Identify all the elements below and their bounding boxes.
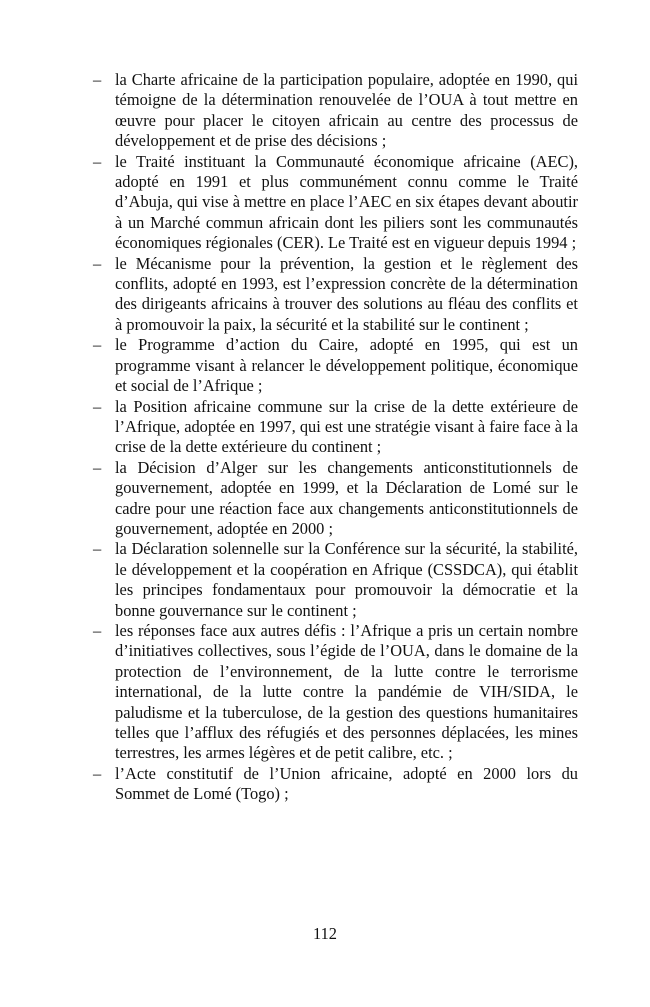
list-item-text: l’Acte constitutif de l’Union africaine, adopté en 2000 lors du Sommet de Lomé (Togo) ; [115,763,578,804]
list-item-text: la Charte africaine de la participation populaire, adoptée en 1990, qui témoigne de la détermination renouvelée de l’OUA à tout mettre en œuvre pour placer le citoyen africain au centre des processus de développement et de prise des décisions ; [115,70,578,151]
list-item-text: le Traité instituant la Communauté économique africaine (AEC), adopté en 1991 et plus communément connu comme le Traité d’Abuja, qui vise à mettre en place l’AEC en six étapes devant aboutir à un Marché commun africain dont les piliers sont les communautés économiques régionales (CER). Le Traité est en vigueur depuis 1994 ; [115,151,578,253]
dash-bullet-icon: – [93,620,102,640]
dash-bullet-icon: – [93,763,102,783]
dash-bullet-icon: – [93,335,102,355]
dash-bullet-icon: – [93,151,102,171]
list-item [93,397,578,458]
page-number: 112 [313,924,337,943]
list-item [93,335,578,396]
list-item [93,458,578,540]
dash-bullet-icon: – [93,253,102,273]
list-item-text: le Programme d’action du Caire, adopté en 1995, qui est un programme visant à relancer le développement politique, économique et social de l’Afrique ; [115,335,578,396]
list-item-text: le Mécanisme pour la prévention, la gestion et le règlement des conflits, adopté en 1993, est l’expression concrète de la détermination des dirigeants africains à trouver des solutions au fléau des conflits et à promouvoir la paix, la sécurité et la stabilité sur le continent ; [115,253,578,334]
list-item [93,254,578,336]
list-item-text: les réponses face aux autres défis : l’Afrique a pris un certain nombre d’initiatives collectives, sous l’égide de l’OUA, dans le domaine de la protection de l’environnement, de la lutte contre le terrorisme international, de la lutte contre la pandémie de VIH/SIDA, le paludisme et la tuberculose, de la gestion des questions humanitaires telles que l’afflux des réfugiés et des personnes déplacées, les mines terrestres, les armes légères et de petit calibre, etc. ; [115,620,578,763]
bullet-list [93,70,578,805]
list-item-text: la Décision d’Alger sur les changements anticonstitutionnels de gouvernement, adoptée en 1999, et la Déclaration de Lomé sur le cadre pour une réaction face aux changements anticonstitutionnels de gouvernement, adoptée en 2000 ; [115,457,578,538]
dash-bullet-icon: – [93,457,102,477]
list-item [93,764,578,805]
list-item-text: la Position africaine commune sur la crise de la dette extérieure de l’Afrique, adoptée en 1997, qui est une stratégie visant à faire face à la crise de la dette extérieure du continent ; [115,396,578,457]
document-page [93,70,578,805]
dash-bullet-icon: – [93,396,102,416]
list-item [93,539,578,621]
list-item [93,152,578,254]
dash-bullet-icon: – [93,70,102,89]
list-item [93,70,578,152]
list-item-text: la Déclaration solennelle sur la Conférence sur la sécurité, la stabilité, le développement et la coopération en Afrique (CSSDCA), qui établit les principes fondamentaux pour promouvoir la démocratie et la bonne gouvernance sur le continent ; [115,539,578,620]
dash-bullet-icon: – [93,539,102,559]
list-item [93,621,578,764]
